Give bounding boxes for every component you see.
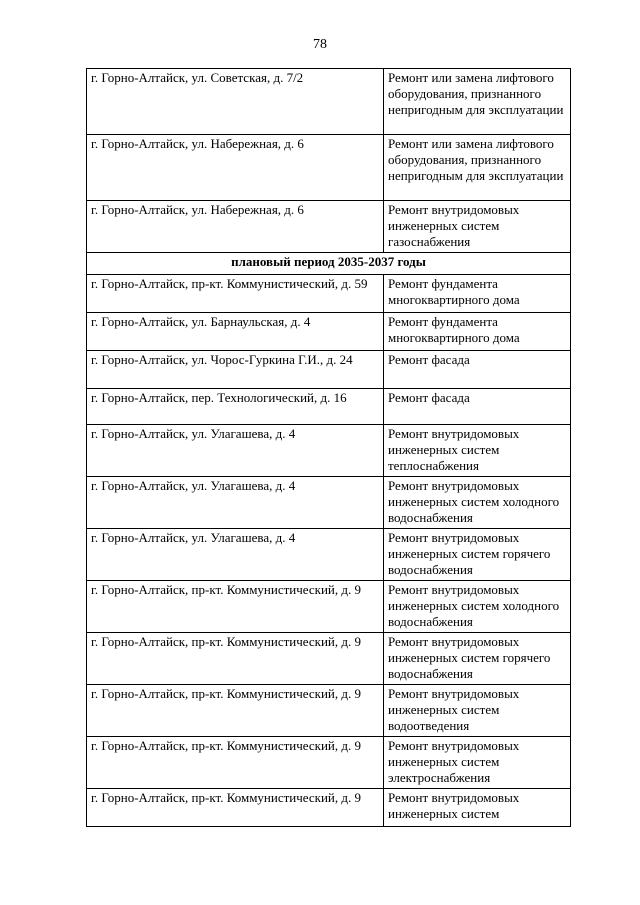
work-type-cell: Ремонт фасада <box>384 351 571 389</box>
table-row <box>87 275 571 313</box>
table-row <box>87 529 571 581</box>
work-type-cell: Ремонт внутридомовых инженерных систем холодного водоснабжения <box>384 477 571 529</box>
address-cell: г. Горно-Алтайск, ул. Улагашева, д. 4 <box>87 477 384 529</box>
section-heading: плановый период 2035-2037 годы <box>87 253 571 275</box>
address-cell: г. Горно-Алтайск, пр-кт. Коммунистический, д. 9 <box>87 789 384 827</box>
table-row <box>87 425 571 477</box>
work-type-cell: Ремонт внутридомовых инженерных систем электроснабжения <box>384 737 571 789</box>
table-row <box>87 581 571 633</box>
address-cell: г. Горно-Алтайск, пр-кт. Коммунистический, д. 9 <box>87 633 384 685</box>
address-cell: г. Горно-Алтайск, пр-кт. Коммунистический, д. 59 <box>87 275 384 313</box>
address-cell: г. Горно-Алтайск, ул. Чорос-Гуркина Г.И., д. 24 <box>87 351 384 389</box>
table-row <box>87 389 571 425</box>
table-row <box>87 789 571 827</box>
section-heading-row <box>87 253 571 275</box>
page-number: 78 <box>313 37 327 52</box>
work-type-cell: Ремонт или замена лифтового оборудования, признанного непригодным для эксплуатации <box>384 135 571 201</box>
table-row <box>87 201 571 253</box>
work-type-cell: Ремонт или замена лифтового оборудования, признанного непригодным для эксплуатации <box>384 69 571 135</box>
table-row <box>87 477 571 529</box>
address-cell: г. Горно-Алтайск, ул. Набережная, д. 6 <box>87 135 384 201</box>
work-type-cell: Ремонт фундамента многоквартирного дома <box>384 313 571 351</box>
work-type-cell: Ремонт внутридомовых инженерных систем горячего водоснабжения <box>384 529 571 581</box>
work-type-cell: Ремонт внутридомовых инженерных систем горячего водоснабжения <box>384 633 571 685</box>
address-cell: г. Горно-Алтайск, ул. Улагашева, д. 4 <box>87 425 384 477</box>
address-cell: г. Горно-Алтайск, пр-кт. Коммунистический, д. 9 <box>87 581 384 633</box>
table-row <box>87 313 571 351</box>
work-type-cell: Ремонт внутридомовых инженерных систем газоснабжения <box>384 201 571 253</box>
address-cell: г. Горно-Алтайск, ул. Улагашева, д. 4 <box>87 529 384 581</box>
table-row <box>87 737 571 789</box>
address-cell: г. Горно-Алтайск, ул. Набережная, д. 6 <box>87 201 384 253</box>
table-row <box>87 351 571 389</box>
address-cell: г. Горно-Алтайск, пр-кт. Коммунистический, д. 9 <box>87 685 384 737</box>
table-row <box>87 69 571 135</box>
work-type-cell: Ремонт фундамента многоквартирного дома <box>384 275 571 313</box>
work-type-cell: Ремонт внутридомовых инженерных систем теплоснабжения <box>384 425 571 477</box>
table-row <box>87 685 571 737</box>
work-type-cell: Ремонт внутридомовых инженерных систем холодного водоснабжения <box>384 581 571 633</box>
work-type-cell: Ремонт внутридомовых инженерных систем водоотведения <box>384 685 571 737</box>
address-cell: г. Горно-Алтайск, ул. Барнаульская, д. 4 <box>87 313 384 351</box>
address-cell: г. Горно-Алтайск, ул. Советская, д. 7/2 <box>87 69 384 135</box>
address-cell: г. Горно-Алтайск, пр-кт. Коммунистический, д. 9 <box>87 737 384 789</box>
repair-schedule-table <box>86 68 571 827</box>
table-row <box>87 135 571 201</box>
work-type-cell: Ремонт фасада <box>384 389 571 425</box>
table-row <box>87 633 571 685</box>
address-cell: г. Горно-Алтайск, пер. Технологический, д. 16 <box>87 389 384 425</box>
work-type-cell: Ремонт внутридомовых инженерных систем <box>384 789 571 827</box>
